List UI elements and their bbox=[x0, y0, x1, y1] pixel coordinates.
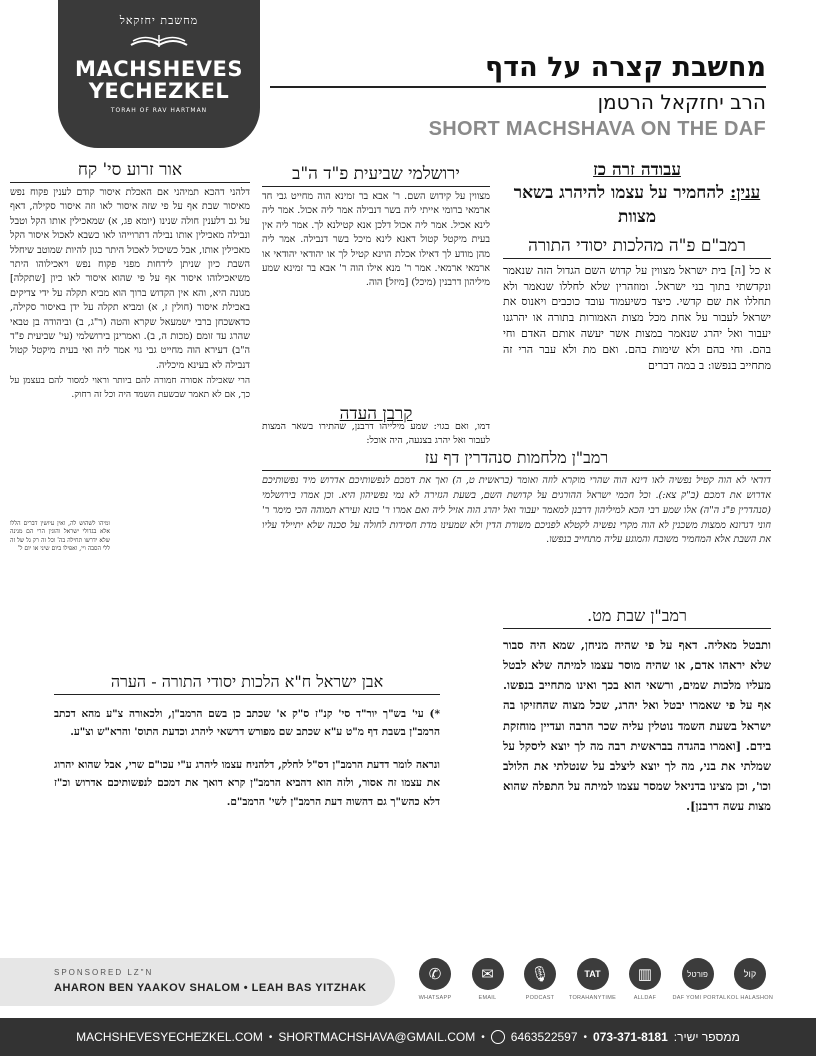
page-title-hebrew: מחשבת קצרה על הדף bbox=[485, 52, 766, 83]
dafyomiportal-link[interactable] bbox=[672, 958, 727, 1001]
yerushalmi-text: מצווין על קידוש השם. ר' אבא בר זמינא הוה מחייט גבי חד ארמאי ברומי אייתי ליה בשר דנבילה אמר ליה אכול. אמר ליה לינא אכיל. אמר ליה אכול דלכן אנא קטילנא לך. אמר ליה אין בעית מיקטל קטול דאנא לינא מיכל בשר דנבילה. אמר ליה מהן מודע לך דאילו אכלת הוינא קטיל לך או יהודאי יהודאי או ארמאי ארמאי. אמר ר' מנא אילו הוה ר' אבא בר זמינא שמע מיליהון דרבנין (מיכל) [מיזל] הוה. bbox=[262, 191, 490, 289]
even-yisrael-section bbox=[54, 672, 440, 811]
logo-subtitle: TORAH OF RAV HARTMAN bbox=[110, 107, 208, 114]
rambam-text: א כל [ה] בית ישראל מצווין על קדוש השם הגדול הזה שנאמר ונקדשתי בתוך בני ישראל. ומוזהרין שלא לחללו שנאמר ולא תחללו את שם קדשי. כיצד כשיעמוד עובד כוכבים ויאנוס את ישראל לעבור על אחת מכל מצות האמורות בתורה או יהרגנו יעבור ואל יהרג שנאמר במצות אשר יעשה אותם האדם וחי בהם. וחי בהם ולא שימות בהם. ואם מת ולא עבר הרי זה מתחייב בנפשו: ב במה דברים bbox=[503, 263, 771, 373]
whatsapp-number[interactable]: 6463522597 bbox=[510, 1030, 578, 1044]
shabbos-text: ותבטל מאליה. דאף על פי שהיה מניחן, שמא היה סבור שלא יראהו אדם, או שהיה מוסר עצמו למיתה שלא לבטל מעליו מלכות שמים, ורשאי הוא בכך ואינו מתחייב בנפשו. אף על פי שאמרו יבטל ואל יהרג, שכל מצוה שהחזיקו בה ישראל בשעת השמד נוטלין עליה שכר הרבה ועדיין מוחזקת בידם. [ואמרו בהגדה בבראשית רבה מה לך יוצא ליסקל על שמלתי את בני, מה לך יוצא ליצלב על שנטלתי את הלולב וכו', וכן מצינו בדניאל שמסר עצמו למיתה על התפלה שהוא מצות עשה דרבנן]. bbox=[503, 638, 771, 813]
podcast-link[interactable] bbox=[515, 958, 565, 1001]
torahanytime-link[interactable] bbox=[568, 958, 618, 1001]
separator-dot: • bbox=[268, 1031, 273, 1043]
yerushalmi-title: ירושלמי שביעית פ"ד ה"ב bbox=[262, 164, 490, 187]
masechta-title: עבודה זרה כז bbox=[593, 160, 681, 180]
torahanytime-label: TORAHANYTIME bbox=[568, 995, 617, 1001]
ohr-zarua-text2: הרי שאכילה אסורה חמורה להם ביותר וראוי למסור להם בעצמן על כך, אם לא תאמר שבשעת השמד היה וכל זה רחוק. bbox=[10, 376, 250, 400]
podcast-label: PODCAST bbox=[525, 995, 555, 1001]
platform-icons bbox=[410, 958, 775, 1001]
ohr-zarua-text: דלהני דהכא תמיהני אם האכלת איסור קודם לענין פקוח נפש מאיסור שבת אף על פי שזה איסור לאו וזה איסור סקילה, דאף על גב דלענין חולה שנינו (יומא פג, א) שמאכילין אותו הקל וטבל ונבילה מאכילין אותו נבילה דתרוייהו לאו כשבא לאכול איסור הקל מאכילין אותו, אבל כשיכול לאכול היתר כגון להיות שמוטב שיחלל השבת כיון שניתן לידחות מפני פקוח נפש ויאכילוהו היתר משיאכילוהו איסור אף על פי שהוא איסור לאו כיון [שתקלה] מגונה היא, והא אין הקדוש ברוך הוא מביא תקלה על ידי צדיקים באכילת איסור (חולין ז, א) ומביא תקלה על ידן באיסור סקילה, כדאשכחן ברבי ישמעאל שקרא והטה (ר"ג, ב) וביהודה בן טבאי שהרג עד זומם (מכות ה, ב). ואמרינן בירושלמי (עי' שביעית פ"ד ה"ב) דעירא הוה מחייט גבי גוי אמר ליה ואי בעית מיקטל קטול דנבילה לא בעינא מיכליה. bbox=[10, 187, 250, 371]
microphone-icon: 🎙 bbox=[524, 958, 556, 990]
email-address-link[interactable]: SHORTMACHSHAVA@GMAIL.COM bbox=[278, 1030, 476, 1044]
footer-bar bbox=[0, 1018, 816, 1056]
logo-line2: YECHEZKEL bbox=[88, 79, 230, 103]
sanhedrin-title: רמב"ן מלחמות סנהדרין דף עז bbox=[262, 448, 771, 471]
alldaf-label: ALLDAF bbox=[633, 995, 657, 1001]
whatsapp-small-icon bbox=[491, 1030, 505, 1044]
inyan-heading bbox=[503, 182, 771, 230]
inyan-label: ענין: bbox=[730, 183, 761, 203]
logo-hebrew: מחשבת יחזקאל bbox=[119, 14, 199, 27]
email-icon: ✉ bbox=[472, 958, 504, 990]
book-icon bbox=[127, 31, 191, 49]
even-yisrael-text2: ונראה לומר דדעת הרמב"ן דס"ל לחלק, דלהניח עצמו ליהרג ע"י עכו"ם שרי, אבל שהוא יהרוג את עצמו זה אסור, ולזה הוא דהביא הרמב"ן קרא דואך את דמכם לנפשותיכם אדרוש וכ"ז דלא כהש"ך גם דהשוה דעת הרמב"ן לשי' הרמב"ם. bbox=[54, 758, 440, 808]
kolhalashon-link[interactable] bbox=[725, 958, 775, 1001]
sanhedrin-text: דודאי לא הוה קטיל נפשיה לאו דינא הוה שהרי מוקרא לוזה ואומר (בראשית ט, ה) ואך את דמכם לנפשותיכם אדרוש מיד נפשותיכם אדרוש את דמכם (ב"ק צא:). וכל חכמי ישראל ההורגים על קדושת השם, בשעת הגזירה לא נמי נפשיהון היא. וכן אמרו בירושלמי (סנהדרין פ"ג ה"ה) אלו שמע רבי הכא למיליהון דרבנן למאמר יעבור ואל יהרג הוה אזיל ליה ואם אמרו ר' בונא ועירא תמוהה הכי מימר ר' חוני דגרונא ממצות משכנין לא הוה מקרי נפשיה לקטלא לפניכם משורת הדין ולא שמעינו מדת חסידות לחולה על סכנה שלא יתיילד עליו את השבת אלא המחמיר משובח והמוגע עליה מתחייב בנפשו. bbox=[262, 475, 771, 546]
even-yisrael-title: אבן ישראל ח"א הלכות יסודי התורה - הערה bbox=[54, 672, 440, 695]
left-column bbox=[10, 160, 250, 402]
sponsor-label: SPONSORED LZ"N bbox=[54, 968, 154, 977]
ohr-zarua-title: אור זרוע סי' קח bbox=[10, 160, 250, 183]
sanhedrin-section bbox=[262, 448, 771, 548]
left-footnote: ומיהו לשהוש לה, ואין עיושין דברים הללו אלא בגדולי ישראל והוגין הרי הם מנינה שלא ידרשו תחילה בה' וכל זה רק גל של זה ללי הסבה ויי, ואפילו ביום שיני או יום ל' bbox=[10, 520, 110, 553]
phone-label: ממספר ישיר: bbox=[673, 1030, 740, 1044]
kolhalashon-icon: קול bbox=[734, 958, 766, 990]
middle-column bbox=[262, 164, 490, 291]
separator-dot: • bbox=[583, 1031, 588, 1043]
logo bbox=[58, 0, 260, 148]
email-label: EMAIL bbox=[478, 995, 497, 1001]
whatsapp-label: WHATSAPP bbox=[418, 995, 452, 1001]
alldaf-icon: ▥ bbox=[629, 958, 661, 990]
even-yisrael-text1: *) עי' בש"ך יור"ד סי' קנ"ז ס"ק א' שכתב כן בשם הרמב"ן, ולכאורה צ"ע מהא דכתב הרמב"ן בשבת דף מ"ט ע"א שכתב שם מפורש דרשאי ליהרג וכדעת התוס' והרא"ש וצ"ע. bbox=[54, 708, 440, 739]
torahanytime-icon: TAT bbox=[577, 958, 609, 990]
whatsapp-link[interactable] bbox=[410, 958, 460, 1001]
logo-line1: MACHSHEVES bbox=[75, 57, 243, 81]
whatsapp-icon: ✆ bbox=[419, 958, 451, 990]
page-title-english: SHORT MACHSHAVA ON THE DAF bbox=[428, 118, 766, 140]
korban-title: קרבן העדה bbox=[339, 404, 413, 424]
right-column bbox=[503, 160, 771, 374]
author-hebrew: הרב יחזקאל הרטמן bbox=[597, 90, 766, 114]
separator-dot: • bbox=[481, 1031, 485, 1043]
korban-text: דמו, ואם בגוי: שמע מילייהו דרבנן, שהתירו בשאר המצות לעבור ואל יהרג בצנעה, היה אוכל: bbox=[262, 421, 490, 447]
email-link[interactable] bbox=[463, 958, 513, 1001]
alldaf-link[interactable] bbox=[620, 958, 670, 1001]
sponsor-names: AHARON BEN YAAKOV SHALOM • LEAH BAS YITZHAK bbox=[54, 982, 367, 994]
inyan-text: להחמיר על עצמו להיהרג בשאר מצוות bbox=[513, 183, 725, 227]
phone-number[interactable]: 073-371-8181 bbox=[593, 1030, 668, 1044]
dafyomiportal-icon: פורטל bbox=[682, 958, 714, 990]
sponsor-bar bbox=[0, 958, 395, 1006]
shabbos-section bbox=[503, 606, 771, 816]
kolhalashon-label: KOL HALASHON bbox=[726, 995, 774, 1001]
title-divider bbox=[270, 86, 766, 88]
rambam-title: רמב"ם פ"ה מהלכות יסודי התורה bbox=[503, 236, 771, 259]
shabbos-title: רמב"ן שבת מט. bbox=[503, 606, 771, 629]
website-link[interactable]: MACHSHEVESYECHEZKEL.COM bbox=[76, 1030, 263, 1044]
dafyomiportal-label: DAF YOMI PORTAL bbox=[672, 995, 727, 1001]
